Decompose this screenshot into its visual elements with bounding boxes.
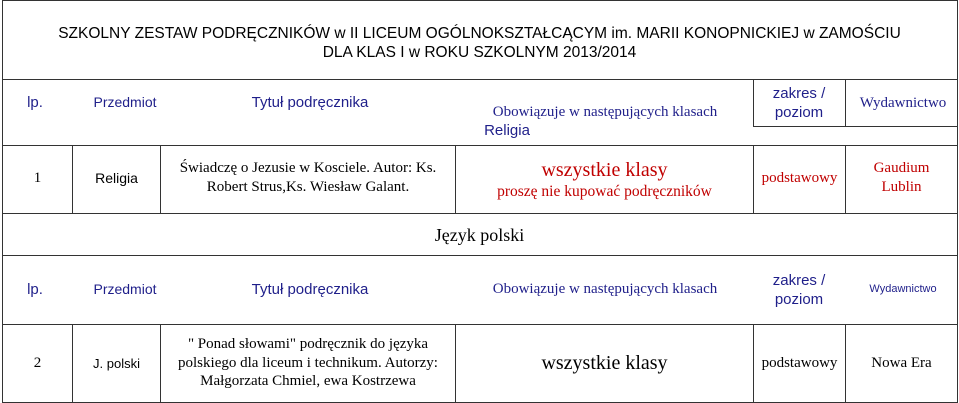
row1-classes: wszystkie klasy <box>541 158 668 181</box>
section2-rule <box>2 255 957 256</box>
header1-divider-publisher <box>845 79 846 126</box>
header1-right-rule <box>753 126 957 127</box>
row1-bottom-rule <box>2 213 957 214</box>
header2-level-line1: zakres / <box>772 271 826 289</box>
header1-divider-level <box>753 79 754 126</box>
frame-top <box>2 0 957 1</box>
row2-title-line1: " Ponad słowami" podręcznik do języka <box>187 335 429 352</box>
header2-level-line2: poziom <box>774 290 824 308</box>
header2-lp: lp. <box>27 280 43 298</box>
row1-number: 1 <box>33 169 42 186</box>
section-polish-title: Język polski <box>434 224 525 245</box>
header-subject: Przedmiot <box>93 94 157 110</box>
header-level-line2: poziom <box>774 103 824 121</box>
row1-level: podstawowy <box>761 169 838 186</box>
row1-publisher-line2: Lublin <box>881 178 922 195</box>
row2-title-line2: polskiego dla liceum i technikum. Autorzy: <box>178 354 438 371</box>
header-title: Tytuł podręcznika <box>251 93 369 111</box>
header2-subject: Przedmiot <box>93 281 157 297</box>
header-level-line1: zakres / <box>772 84 826 102</box>
header2-applies: Obowiązuje w następujących klasach <box>492 280 718 297</box>
header2-publisher: Wydawnictwo <box>869 283 937 295</box>
row2-number: 2 <box>33 354 42 371</box>
row1-no-purchase-note: proszę nie kupować podręczników <box>497 183 712 200</box>
row2-publisher: Nowa Era <box>871 354 932 371</box>
header2-title: Tytuł podręcznika <box>251 280 369 298</box>
frame-right <box>957 0 958 403</box>
row2-classes: wszystkie klasy <box>541 351 668 374</box>
header2-bottom-rule <box>2 324 957 325</box>
row2-level: podstawowy <box>761 354 838 371</box>
header1-top-rule <box>2 79 957 80</box>
header1-bottom-rule <box>2 145 957 146</box>
header-lp: lp. <box>27 93 43 111</box>
row1-subject: Religia <box>95 170 138 186</box>
page-title: SZKOLNY ZESTAW PODRĘCZNIKÓW w II LICEUM OGÓLNOKSZTAŁCĄCYM im. MARII KONOPNICKIEJ w ZAMOŚCIU <box>58 25 901 42</box>
page-subtitle: DLA KLAS I w ROKU SZKOLNYM 2013/2014 <box>322 44 637 61</box>
row2-subject: J. polski <box>93 355 140 371</box>
header-publisher: Wydawnictwo <box>859 94 947 111</box>
row1-title-line1: Świadczę o Jezusie w Kosciele. Autor: Ks. <box>179 159 437 176</box>
section-religia-title: Religia <box>484 121 530 139</box>
row2-title-line3: Małgorzata Chmiel, ewa Kostrzewa <box>200 372 416 389</box>
header-applies: Obowiązuje w następujących klasach <box>492 103 718 120</box>
row1-title-line2: Robert Strus,Ks. Wiesław Galant. <box>206 178 410 195</box>
row1-publisher-line1: Gaudium <box>873 159 930 176</box>
